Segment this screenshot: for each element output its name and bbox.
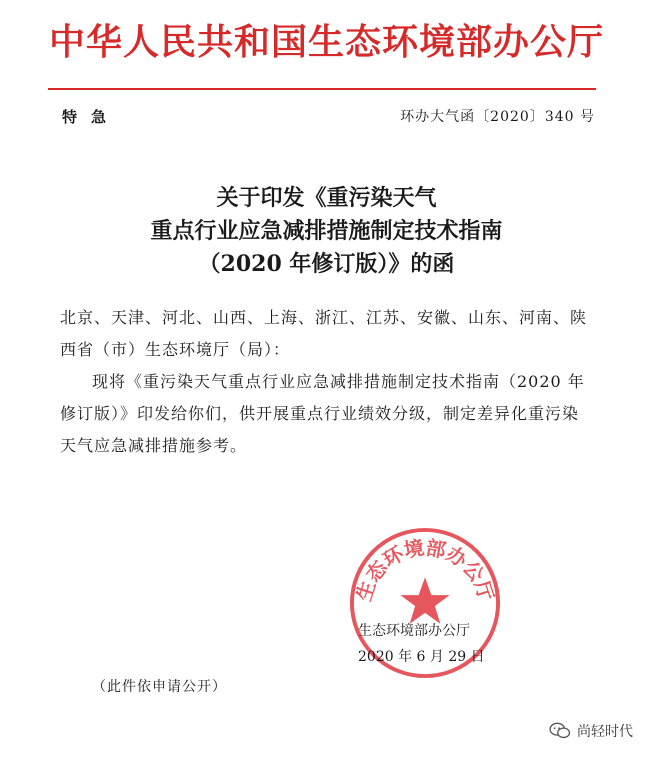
- title-line-1: 关于印发《重污染天气: [216, 185, 437, 211]
- wechat-icon: [549, 722, 571, 740]
- signature-org: 生态环境部办公厅: [358, 623, 470, 639]
- seal-text: 生态环境部办公厅: [352, 536, 498, 604]
- document-title: [0, 182, 653, 281]
- body-paragraph: 现将《重污染天气重点行业应急减排措施制定技术指南（2020 年修订版）》印发给你们，供开展重点行业绩效分级，制定差异化重污染天气应急减排措施参考。: [60, 372, 585, 455]
- recipients: 北京、天津、河北、山西、上海、浙江、江苏、安徽、山东、河南、陕西省（市）生态环境厅（局）：: [60, 308, 588, 359]
- seal-star: [400, 577, 449, 623]
- title-line-2: 重点行业应急减排措施制定技术指南: [150, 218, 503, 244]
- watermark-text: 尚轻时代: [577, 724, 633, 740]
- header-rule: [48, 88, 596, 90]
- signature-block: [358, 618, 485, 670]
- watermark: [549, 721, 633, 741]
- document-number: 环办大气函〔2020〕340 号: [400, 109, 595, 125]
- issuer-header: 中华人民共和国生态环境部办公厅: [48, 22, 604, 63]
- signature-date: 2020 年 6 月 29 日: [358, 649, 485, 665]
- disclosure-note: （此件依申请公开）: [92, 679, 227, 695]
- title-line-3: （2020 年修订版）》的函: [198, 251, 455, 277]
- urgency-label: 特急: [62, 108, 121, 126]
